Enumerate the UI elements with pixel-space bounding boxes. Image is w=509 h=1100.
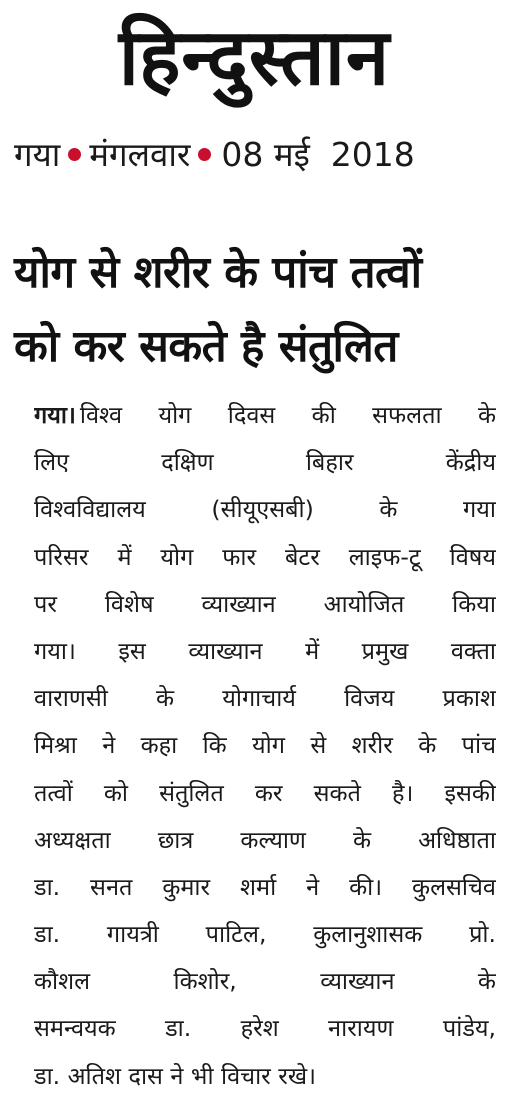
bullet-dot-icon: [198, 148, 211, 161]
dateline-city: गया: [14, 135, 61, 174]
body-line: मिश्रा ने कहा कि योग से शरीर के पांच: [34, 731, 496, 760]
article-body: [34, 392, 496, 1100]
body-line: डा. सनत कुमार शर्मा ने की। कुलसचिव: [34, 872, 496, 901]
article-headline: [14, 236, 494, 384]
dateline: [14, 132, 494, 178]
body-line: अध्यक्षता छात्र कल्याण के अधिष्ठाता: [34, 825, 496, 854]
headline-line-2: को कर सकते है संतुलित: [14, 321, 398, 372]
body-line: परिसर में योग फार बेटर लाइफ-टू विषय: [34, 542, 496, 571]
body-line: तत्वों को संतुलित कर सकते है। इसकी: [34, 778, 496, 807]
body-line: पर विशेष व्याख्यान आयोजित किया: [34, 589, 496, 618]
body-line: [34, 392, 496, 439]
body-line: समन्वयक डा. हरेश नारायण पांडेय,: [34, 1014, 496, 1043]
dateline-date: 08 मई: [221, 135, 310, 174]
body-line: कौशल किशोर, व्याख्यान के: [34, 967, 496, 996]
body-line: लिए दक्षिण बिहार केंद्रीय: [34, 448, 496, 477]
body-line: डा. गायत्री पाटिल, कुलानुशासक प्रो.: [34, 920, 496, 949]
newspaper-masthead: हिन्दुस्तान: [118, 13, 391, 103]
dateline-day: मंगलवार: [89, 135, 191, 174]
headline-line-1: योग से शरीर के पांच तत्वों: [14, 247, 422, 298]
body-line: वाराणसी के योगाचार्य विजय प्रकाश: [34, 684, 496, 713]
body-line: गया। इस व्याख्यान में प्रमुख वक्ता: [34, 636, 496, 665]
body-dateline-word: गया।: [34, 401, 76, 429]
body-line: विश्वविद्यालय (सीयूएसबी) के गया: [34, 495, 496, 524]
dateline-year: 2018: [330, 135, 415, 174]
body-line-text: विश्व योग दिवस की सफलता के: [79, 401, 496, 429]
body-line: डा. अतिश दास ने भी विचार रखे।: [34, 1061, 316, 1090]
bullet-dot-icon: [68, 148, 81, 161]
